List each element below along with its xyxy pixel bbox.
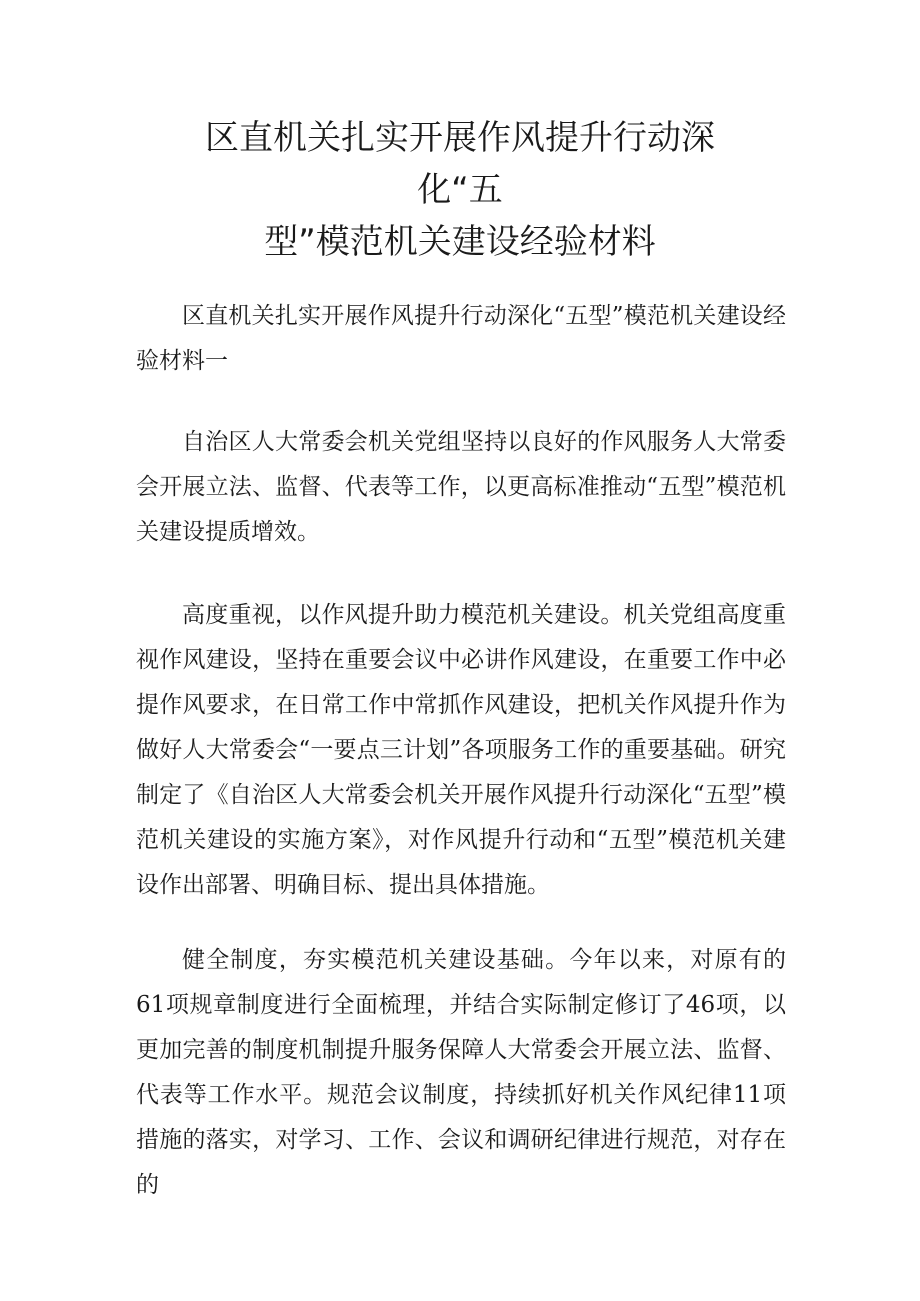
paragraph-intro: 自治区人大常委会机关党组坚持以良好的作风服务人大常委会开展立法、监督、代表等工作，以更高标准推动“五型”模范机关建设提质增效。 [136, 429, 786, 545]
title-line-1: 区直机关扎实开展作风提升行动深化“五 [205, 118, 715, 210]
paragraph-system: 健全制度，夯实模范机关建设基础。今年以来，对原有的61项规章制度进行全面梳理，并结合实际制定修订了46项，以更加完善的制度机制提升服务保障人大常委会开展立法、监督、代表等工作水平。规范会议制度，持续抓好机关作风纪律11项措施的落实，对学习、工作、会议和调研纪律进行规范，对存在的 [136, 947, 786, 1198]
title-line-2: 型”模范机关建设经验材料 [264, 222, 656, 262]
paragraph-subtitle: 区直机关扎实开展作风提升行动深化“五型”模范机关建设经验材料一 [136, 303, 786, 374]
paragraph-attention: 高度重视，以作风提升助力模范机关建设。机关党组高度重视作风建设，坚持在重要会议中必讲作风建设，在重要工作中必提作风要求，在日常工作中常抓作风建设，把机关作风提升作为做好人大常委会“一要点三计划”各项服务工作的重要基础。研究制定了《自治区人大常委会机关开展作风提升行动深化“五型”模范机关建设的实施方案》，对作风提升行动和“五型”模范机关建设作出部署、明确目标、提出具体措施。 [136, 602, 786, 898]
document-title [170, 112, 750, 268]
